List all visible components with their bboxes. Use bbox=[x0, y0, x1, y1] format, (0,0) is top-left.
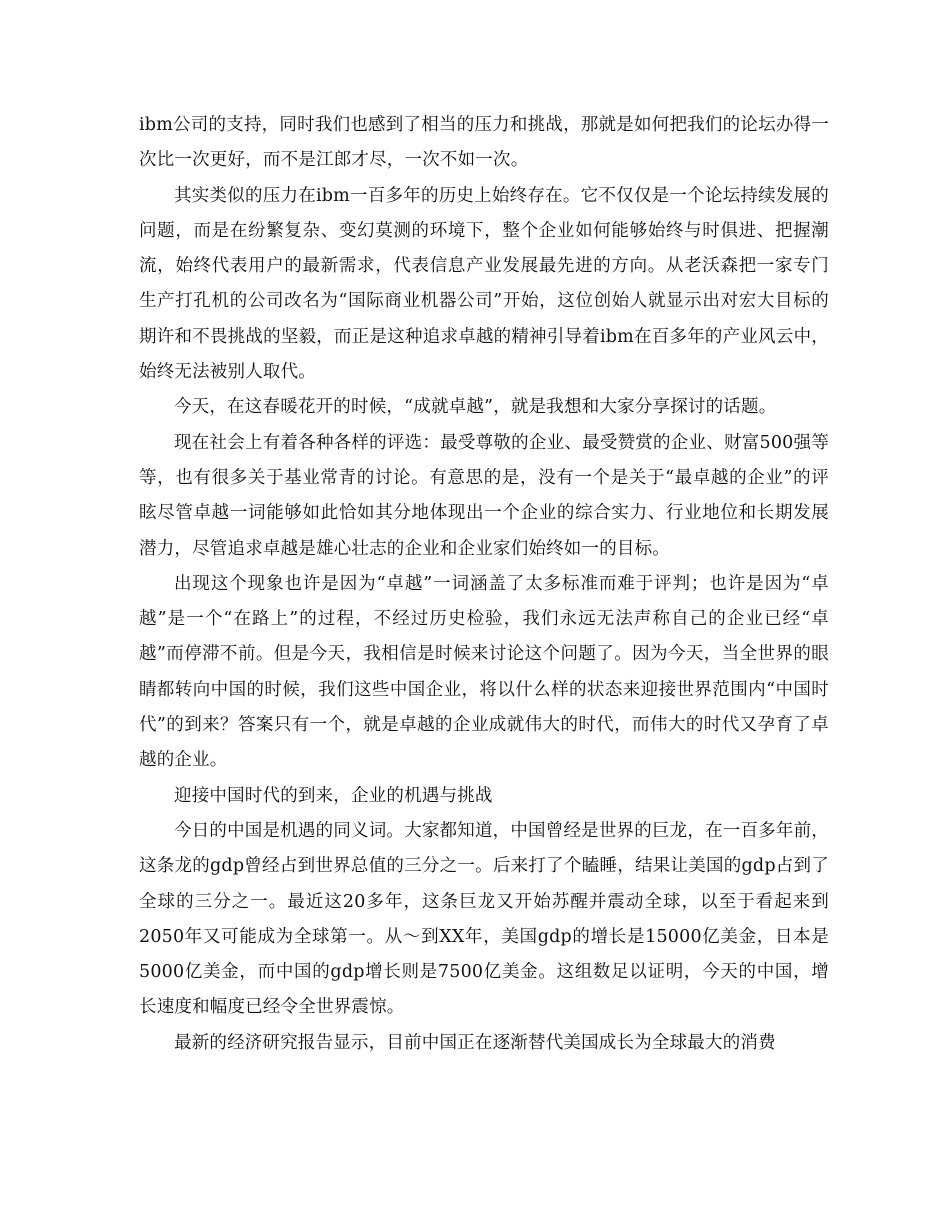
paragraph-economic-report: 最新的经济研究报告显示，目前中国正在逐渐替代美国成长为全球最大的消费 bbox=[174, 1032, 776, 1053]
paragraph-topic-excellence: 今天，在这春暖花开的时候，“成就卓越”，就是我想和大家分享探讨的话题。 bbox=[174, 397, 777, 418]
section-heading-china-era: 迎接中国时代的到来，企业的机遇与挑战 bbox=[174, 785, 493, 806]
paragraph-china-opportunity: 今日的中国是机遇的同义词。大家都知道，中国曾经是世界的巨龙，在一百多年前，这条龙的gdp曾经占到世界总值的三分之一。后来打了个瞌睡，结果让美国的gdp占到了全球的三分之一。最近这20多年，这条巨龙又开始苏醒并震动全球，以至于看起来到2050年又可能成为全球第一。从～到XX年，美国gdp的增长是15000亿美金，日本是5000亿美金，而中国的gdp增长则是7500亿美金。这组数足以证明，今天的中国，增长速度和幅度已经令全世界震惊。 bbox=[139, 820, 829, 1018]
paragraph-ibm-support: ibm公司的支持，同时我们也感到了相当的压力和挑战，那就是如何把我们的论坛办得一次比一次更好，而不是江郎才尽，一次不如一次。 bbox=[139, 115, 829, 171]
paragraph-rankings: 现在社会上有着各种各样的评选：最受尊敬的企业、最受赞赏的企业、财富500强等等，也有很多关于基业常青的讨论。有意思的是，没有一个是关于“最卓越的企业”的评眩尽管卓越一词能够如此恰如其分地体现出一个企业的综合实力、行业地位和长期发展潜力，尽管追求卓越是雄心壮志的企业和企业家们始终如一的目标。 bbox=[139, 432, 829, 559]
paragraph-ibm-history: 其实类似的压力在ibm一百多年的历史上始终存在。它不仅仅是一个论坛持续发展的问题，而是在纷繁复杂、变幻莫测的环境下，整个企业如何能够始终与时俱进、把握潮流，始终代表用户的最新需求，代表信息产业发展最先进的方向。从老沃森把一家专门生产打孔机的公司改名为“国际商业机器公司”开始，这位创始人就显示出对宏大目标的期许和不畏挑战的坚毅，而正是这种追求卓越的精神引导着ibm在百多年的产业风云中，始终无法被别人取代。 bbox=[139, 185, 829, 383]
paragraph-phenomenon: 出现这个现象也许是因为“卓越”一词涵盖了太多标准而难于评判；也许是因为“卓越”是一个“在路上”的过程，不经过历史检验，我们永远无法声称自己的企业已经“卓越”而停滞不前。但是今天，我相信是时候来讨论这个问题了。因为今天，当全世界的眼睛都转向中国的时候，我们这些中国企业，将以什么样的状态来迎接世界范围内“中国时代”的到来？答案只有一个，就是卓越的企业成就伟大的时代，而伟大的时代又孕育了卓越的企业。 bbox=[139, 573, 829, 771]
document-page bbox=[139, 108, 829, 1061]
